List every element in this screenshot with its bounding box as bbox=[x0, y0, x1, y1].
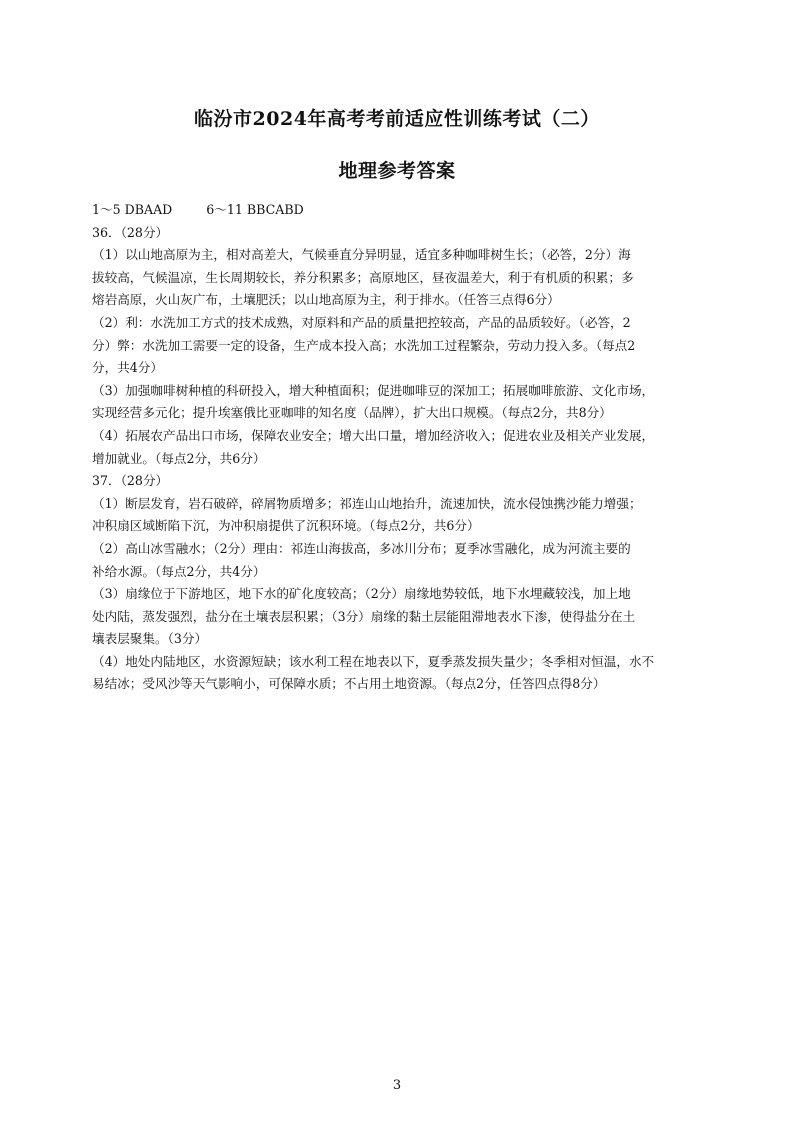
q36-line: （3）加强咖啡树种植的科研投入，增大种植面积；促进咖啡豆的深加工；拓展咖啡旅游、文化市场， bbox=[92, 382, 655, 398]
page-number: 3 bbox=[392, 1078, 402, 1093]
q36-line: 增加就业。（每点2分，共6分） bbox=[92, 450, 266, 466]
q37-line: 壤表层聚集。（3分） bbox=[92, 631, 208, 647]
q36-line: 拔较高，气候温凉，生长周期较长，养分积累多；高原地区，昼夜温差大，利于有机质的积累；多 bbox=[92, 269, 634, 285]
q37-line: （4）地处内陆地区，水资源短缺；该水利工程在地表以下，夏季蒸发损失量少；冬季相对恒温，水不 bbox=[92, 653, 655, 669]
answer-body bbox=[92, 199, 710, 696]
q36-heading: 36．（28分） bbox=[92, 224, 169, 240]
q37-line: 易结冰；受风沙等天气影响小，可保障水质；不占用土地资源。（每点2分，任答四点得8分） bbox=[92, 676, 606, 692]
q36-line: （2）利：水洗加工方式的技术成熟，对原料和产品的质量把控较高，产品的品质较好。（必答，2 bbox=[92, 314, 631, 330]
page-subtitle: 地理参考答案 bbox=[338, 160, 456, 182]
q37-line: （2）高山冰雪融水；（2分）理由：祁连山海拔高，多冰川分布；夏季冰雪融化，成为河流主要的 bbox=[92, 540, 631, 556]
q36-line: 实现经营多元化；提升埃塞俄比亚咖啡的知名度（品牌），扩大出口规模。（每点2分，共8分） bbox=[92, 405, 612, 421]
choice-answers-1-5: 1～5 DBAAD bbox=[92, 202, 173, 217]
q36-line: （4）拓展农产品出口市场，保障农业安全；增大出口量，增加经济收入；促进农业及相关产业发展， bbox=[92, 427, 655, 443]
q36-line: （1）以山地高原为主，相对高差大，气候垂直分异明显，适宜多种咖啡树生长；（必答，2分）海 bbox=[92, 247, 631, 263]
q36-line: 熔岩高原，火山灰广布，土壤肥沃；以山地高原为主，利于排水。（任答三点得6分） bbox=[92, 292, 560, 308]
q37-line: 处内陆，蒸发强烈，盐分在土壤表层积累；（3分）扇缘的黏土层能阻滞地表水下渗，使得盐分在土 bbox=[92, 608, 636, 624]
q37-line: （3）扇缘位于下游地区，地下水的矿化度较高；（2分）扇缘地势较低，地下水埋藏较浅，加上地 bbox=[92, 586, 631, 602]
q36-line: 分，共4分） bbox=[92, 360, 163, 376]
q37-line: 补给水源。（每点2分，共4分） bbox=[92, 563, 266, 579]
page-title: 临汾市2024年高考考前适应性训练考试（二） bbox=[194, 108, 600, 130]
q36-line: 分）弊：水洗加工需要一定的设备，生产成本投入高；水洗加工过程繁杂，劳动力投入多。（每点2 bbox=[92, 337, 636, 353]
choice-answers-6-11: 6～11 BBCABD bbox=[206, 202, 304, 217]
q37-heading: 37．（28分） bbox=[92, 473, 169, 489]
q37-line: 冲积扇区域断陷下沉，为冲积扇提供了沉积环境。（每点2分，共6分） bbox=[92, 518, 480, 534]
q37-line: （1）断层发育，岩石破碎，碎屑物质增多；祁连山山地抬升，流速加快，流水侵蚀携沙能力增强； bbox=[92, 495, 642, 511]
choice-answers bbox=[92, 199, 710, 222]
